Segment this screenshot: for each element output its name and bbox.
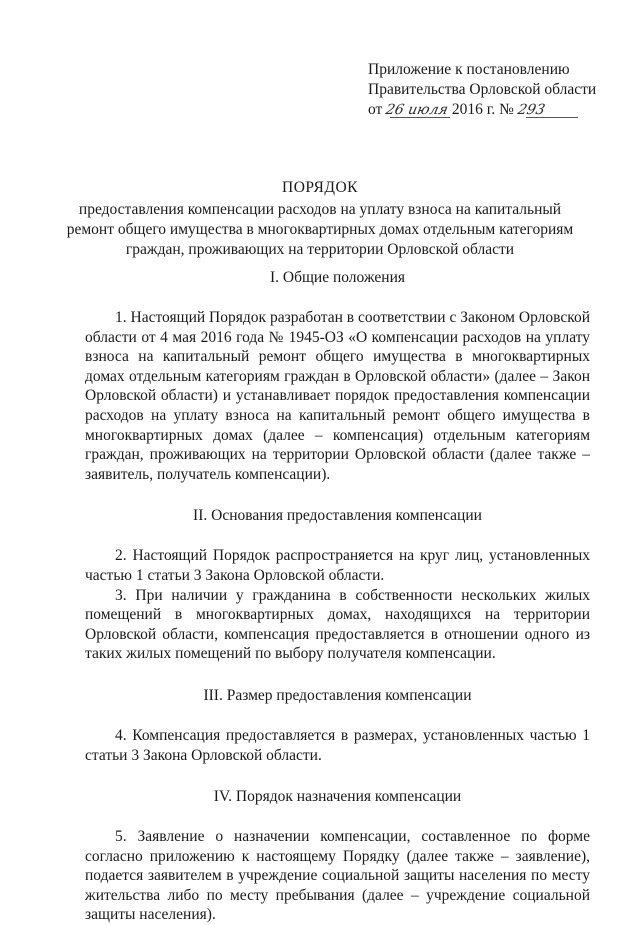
- section-heading-1: I. Общие положения: [269, 269, 406, 286]
- section-heading-2: II. Основания предоставления компенсации: [193, 507, 482, 525]
- section-heading-3: III. Размер предоставления компенсации: [203, 686, 472, 704]
- year-and-number-label: 2016 г. №: [451, 101, 514, 118]
- paragraph-1: 1. Настоящий Порядок разработан в соответствии с Законом Орловской области от 4 мая 2016 года № 1945-ОЗ «О компенсации расходов на уплату взноса на капитальный ремонт общего имущества в многоквартирных домах отдельным категориям граждан в Орловской области» (далее – Закон Орловской области) и устанавливает порядок предоставления компенсации расходов на уплату взноса на капитальный ремонт общего имущества в многоквартирных домах (далее – компенсация) отдельным категориям граждан, проживающих на территории Орловской области (далее также – заявитель, получатель компенсации).: [85, 309, 590, 483]
- appendix-line-2: Правительства Орловской области: [368, 81, 597, 98]
- paragraph-5: 5. Заявление о назначении компенсации, составленное по форме согласно приложению к настоящему Порядку (далее также – заявление), подается заявителем в учреждение социальной защиты населения по месту жительства либо по месту пребывания (далее – учреждение социальной защиты населения).: [85, 828, 590, 924]
- paragraph-4: 4. Компенсация предоставляется в размерах, установленных частью 1 статьи 3 Закона Орловской области.: [85, 726, 590, 764]
- appendix-header: [368, 60, 608, 120]
- paragraph-3: 3. При наличии у гражданина в собственности нескольких жилых помещений в многоквартирных домах, находящихся на территории Орловской области, компенсация предоставляется в отношении одного из таких жилых помещений по выбору получателя компенсации.: [85, 586, 590, 663]
- section-heading-4: IV. Порядок назначения компенсации: [213, 788, 462, 806]
- document-body: [85, 268, 590, 925]
- date-underline: [390, 117, 450, 118]
- appendix-date-line: [368, 100, 608, 120]
- document-title: ПОРЯДОК: [282, 179, 358, 196]
- number-underline: [526, 117, 578, 118]
- appendix-line-1: Приложение к постановлению: [368, 61, 570, 78]
- handwritten-date: 26 июля: [384, 102, 450, 118]
- document-subtitle: предоставления компенсации расходов на уплату взноса на капитальный ремонт общего имущества в многоквартирных домах отдельным категориям граждан, проживающих на территории Орловской области: [66, 201, 574, 258]
- document-title-block: [60, 178, 580, 260]
- paragraph-2: 2. Настоящий Порядок распространяется на круг лиц, установленных частью 1 статьи 3 Закона Орловской области.: [85, 547, 590, 584]
- handwritten-number: 293: [516, 102, 547, 118]
- date-prefix: от: [368, 101, 383, 118]
